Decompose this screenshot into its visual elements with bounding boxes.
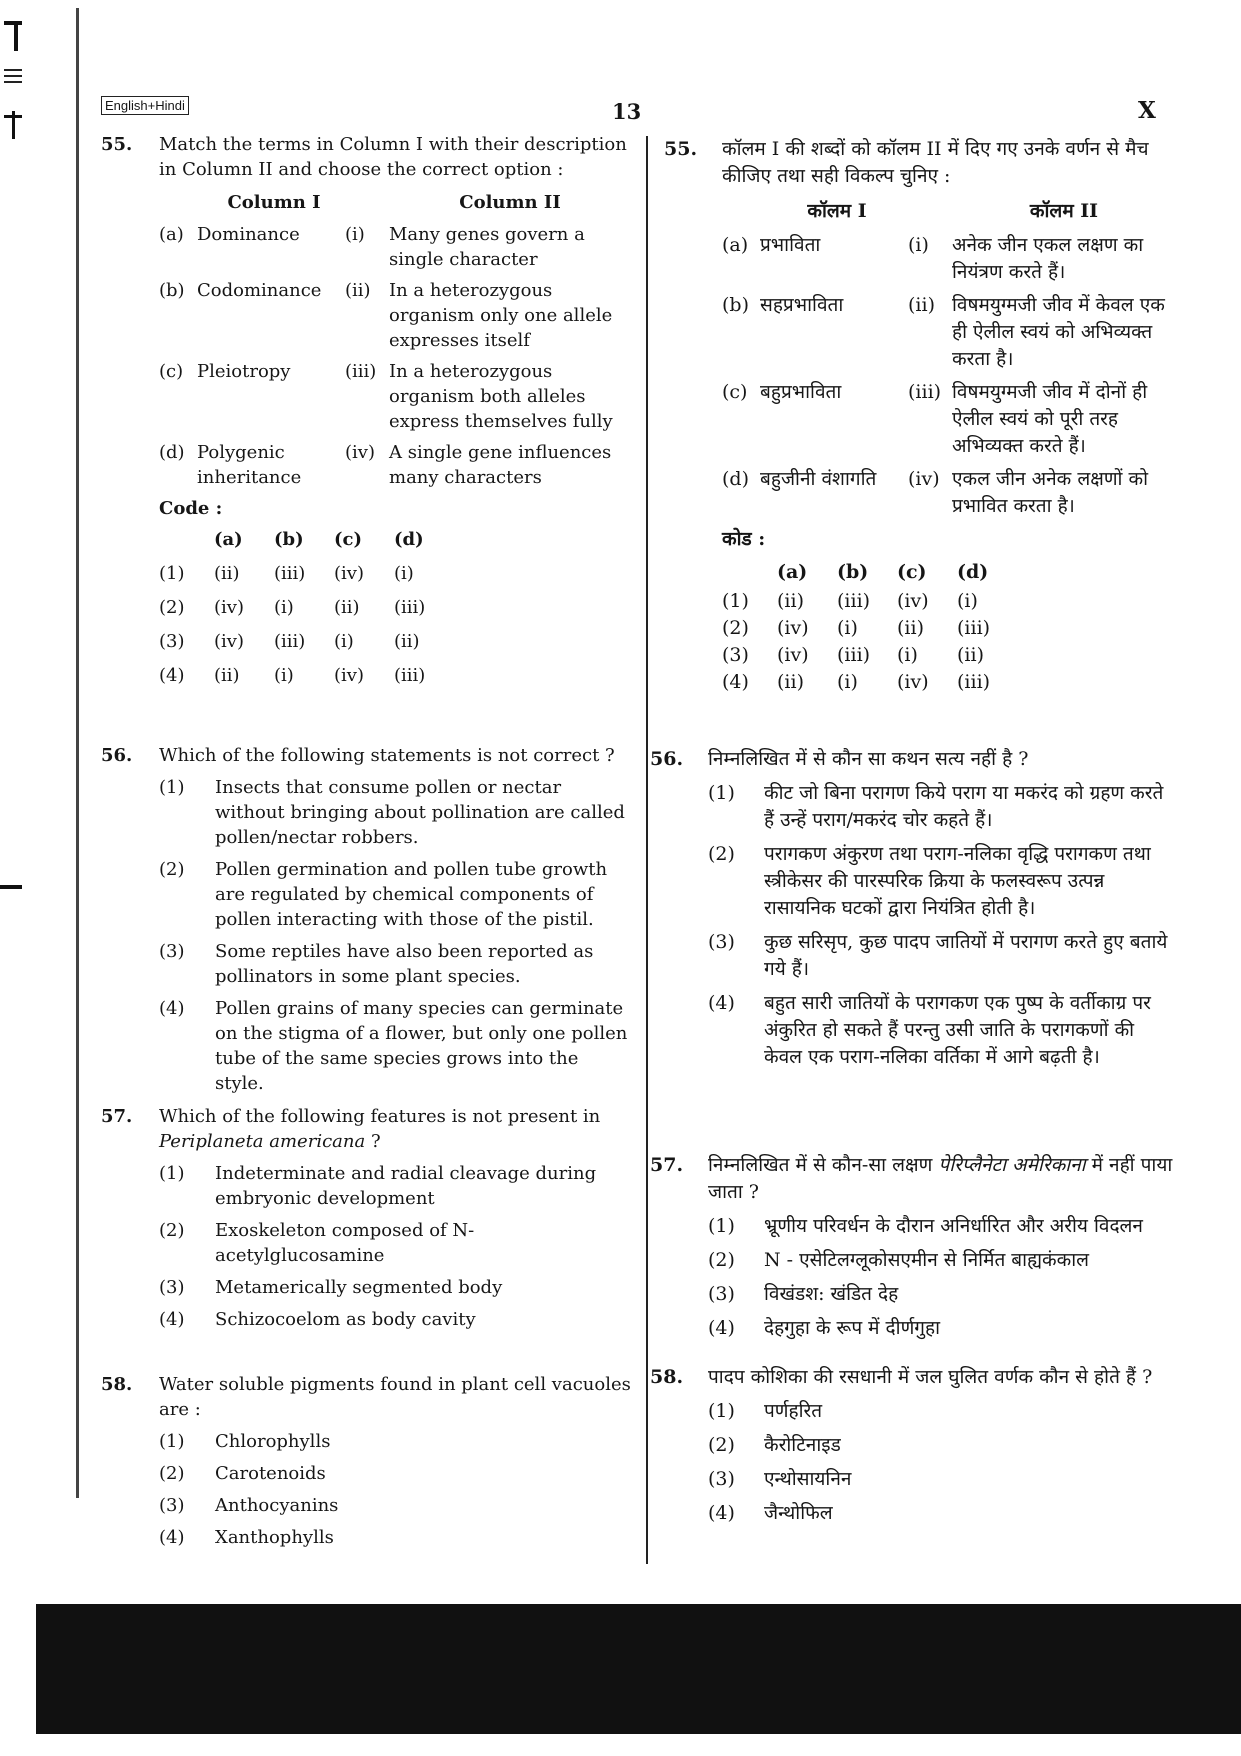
- option-text: Some reptiles have also been reported as pollinators in some plant species.: [215, 941, 594, 987]
- option[interactable]: [159, 1275, 631, 1300]
- row-label: (d): [722, 468, 749, 490]
- option-label: (2): [159, 859, 185, 880]
- question-57-en: [101, 1104, 631, 1332]
- code-cell: (ii): [214, 665, 240, 686]
- code-row: [722, 669, 1176, 696]
- row-label: (a): [159, 224, 184, 245]
- code-cell: (i): [897, 644, 918, 666]
- code-cell: (2): [722, 617, 749, 639]
- code-cell: (iii): [957, 671, 991, 693]
- question-number: 58.: [650, 1366, 684, 1388]
- species-name: Periplaneta americana: [159, 1131, 366, 1152]
- scan-bottom-band: [36, 1604, 1241, 1734]
- question-number: 55.: [101, 134, 133, 155]
- code-cell: (i): [394, 563, 414, 584]
- option-label: (2): [159, 1463, 185, 1484]
- binding-marks: [0, 15, 30, 155]
- code-cell: (ii): [394, 631, 420, 652]
- question-text: Match the terms in Column I with their description in Column II and choose the correct option :: [159, 134, 627, 180]
- match-table: [722, 198, 1176, 520]
- option-text: जैन्थोफिल: [764, 1502, 833, 1524]
- row-label: (a): [722, 234, 749, 256]
- option-label: (4): [708, 1317, 735, 1339]
- term: Dominance: [197, 224, 300, 245]
- question-text-part: में नहीं पाया जाता ?: [708, 1154, 1173, 1203]
- question-text-part: ?: [365, 1131, 381, 1152]
- code-cell: (iii): [394, 597, 426, 618]
- description: In a heterozygous organism both alleles express themselves fully: [389, 361, 613, 432]
- code-cell: (a): [777, 561, 808, 583]
- code-cell: (iv): [214, 597, 244, 618]
- scan-edge-line: [76, 8, 79, 1498]
- desc-label: (iv): [908, 468, 940, 490]
- code-row: [722, 588, 1176, 615]
- option[interactable]: [708, 1213, 1176, 1240]
- code-cell: (i): [274, 597, 294, 618]
- question-text: निम्नलिखित में से कौन सा कथन सत्य नहीं है ?: [708, 748, 1029, 770]
- option[interactable]: [159, 1429, 631, 1454]
- option[interactable]: [708, 841, 1176, 922]
- match-row: [159, 359, 631, 434]
- question-56-hi: [650, 746, 1176, 1071]
- option-label: (4): [708, 992, 735, 1014]
- question-text: [708, 1152, 1176, 1206]
- option-text: परागकण अंकुरण तथा पराग-नलिका वृद्धि परागकण तथा स्त्रीकेसर की पारस्परिक क्रिया के फलस्वरूप उत्पन्न रासायनिक घटकों द्वारा नियंत्रित होती है।: [764, 843, 1151, 919]
- code-cell: (3): [722, 644, 749, 666]
- option-text: कैरोटिनाइड: [764, 1434, 841, 1456]
- desc-label: (i): [345, 224, 365, 245]
- option-label: (3): [708, 1468, 735, 1490]
- description: विषमयुग्मजी जीव में दोनों ही ऐलील स्वयं को पूरी तरह अभिव्यक्त करते हैं।: [952, 381, 1148, 457]
- question-text: [159, 1104, 631, 1154]
- code-cell: (i): [957, 590, 978, 612]
- code-header-row: [159, 527, 631, 552]
- term: प्रभाविता: [760, 234, 821, 256]
- option-label: (3): [708, 1283, 735, 1305]
- term: बहुजीनी वंशागति: [760, 468, 877, 490]
- option[interactable]: [159, 1161, 631, 1211]
- question-56-en: [101, 743, 631, 1096]
- code-cell: (iv): [897, 590, 929, 612]
- code-cell: (iv): [334, 665, 364, 686]
- option[interactable]: [159, 996, 631, 1096]
- species-name: पेरिप्लैनेटा अमेरिकाना: [938, 1154, 1086, 1176]
- option-text: Pollen germination and pollen tube growth are regulated by chemical components of pollen interacting with those of the pistil.: [215, 859, 608, 930]
- option-text: एन्थोसायनिन: [764, 1468, 852, 1490]
- code-row: [159, 663, 631, 688]
- code-cell: (iv): [334, 563, 364, 584]
- option-label: (4): [159, 1309, 185, 1330]
- code-header-row: [722, 559, 1176, 586]
- code-row: [159, 629, 631, 654]
- option-text: Anthocyanins: [215, 1495, 339, 1516]
- code-cell: (iii): [274, 563, 306, 584]
- row-label: (d): [159, 442, 185, 463]
- option-text: N - एसेटिलग्लूकोसएमीन से निर्मित बाह्यकंकाल: [764, 1249, 1090, 1271]
- column-divider: [646, 136, 648, 1564]
- code-cell: (4): [722, 671, 749, 693]
- option[interactable]: [708, 929, 1176, 983]
- code-cell: (c): [897, 561, 927, 583]
- match-table: [159, 190, 631, 490]
- match-row: [722, 379, 1176, 460]
- desc-label: (i): [908, 234, 929, 256]
- option-text: Indeterminate and radial cleavage during embryonic development: [215, 1163, 597, 1209]
- code-cell: (ii): [334, 597, 360, 618]
- option-label: (2): [708, 1249, 735, 1271]
- code-cell: (iv): [897, 671, 929, 693]
- option[interactable]: [708, 990, 1176, 1071]
- match-row: [722, 292, 1176, 373]
- option[interactable]: [159, 857, 631, 932]
- page-number: 13: [612, 99, 642, 124]
- desc-label: (iv): [345, 442, 375, 463]
- column-2-heading: कॉलम II: [1029, 200, 1099, 222]
- desc-label: (iii): [908, 381, 942, 403]
- code-label: कोड :: [722, 528, 766, 550]
- option[interactable]: [708, 780, 1176, 834]
- option[interactable]: [159, 775, 631, 850]
- code-table: [159, 527, 631, 688]
- option[interactable]: [708, 1466, 1176, 1493]
- question-text: Water soluble pigments found in plant cell vacuoles are :: [159, 1374, 631, 1420]
- option[interactable]: [159, 1461, 631, 1486]
- code-cell: (i): [334, 631, 354, 652]
- option-text: कुछ सरिसृप, कुछ पादप जातियों में परागण करते हुए बताये गये हैं।: [764, 931, 1168, 980]
- code-cell: (iii): [957, 617, 991, 639]
- code-cell: (iii): [837, 644, 871, 666]
- code-cell: (ii): [777, 590, 804, 612]
- question-text: पादप कोशिका की रसधानी में जल घुलित वर्णक कौन से होते हैं ?: [708, 1366, 1153, 1388]
- option-label: (4): [159, 1527, 185, 1548]
- code-cell: (1): [722, 590, 749, 612]
- option-text: कीट जो बिना परागण किये पराग या मकरंद को ग्रहण करते हैं उन्हें पराग/मकरंद चोर कहते हैं।: [764, 782, 1164, 831]
- code-label: Code :: [159, 498, 223, 519]
- term: सहप्रभाविता: [760, 294, 844, 316]
- option-label: (4): [708, 1502, 735, 1524]
- match-row: [722, 232, 1176, 286]
- code-row: [722, 615, 1176, 642]
- code-cell: [722, 559, 777, 586]
- code-cell: [159, 527, 214, 552]
- description: A single gene influences many characters: [389, 442, 612, 488]
- code-cell: (iii): [394, 665, 426, 686]
- option-label: (1): [708, 1215, 735, 1237]
- question-number: 55.: [664, 138, 698, 160]
- code-cell: (d): [394, 529, 424, 550]
- code-cell: (b): [274, 529, 304, 550]
- question-number: 58.: [101, 1374, 133, 1395]
- code-row: [159, 561, 631, 586]
- question-55-hi: [664, 136, 1176, 696]
- option-label: (2): [159, 1220, 185, 1241]
- margin-dash: [0, 885, 22, 889]
- option-label: (4): [159, 998, 185, 1019]
- column-1-heading: कॉलम I: [807, 200, 867, 222]
- question-number: 57.: [101, 1106, 133, 1127]
- option-label: (3): [159, 1495, 185, 1516]
- code-row: [722, 642, 1176, 669]
- option-label: (3): [708, 931, 735, 953]
- code-cell: (iii): [274, 631, 306, 652]
- option[interactable]: [708, 1315, 1176, 1342]
- term: Polygenic inheritance: [197, 442, 302, 488]
- option[interactable]: [708, 1247, 1176, 1274]
- row-label: (c): [159, 361, 184, 382]
- row-label: (c): [722, 381, 748, 403]
- option[interactable]: [708, 1281, 1176, 1308]
- desc-label: (ii): [908, 294, 935, 316]
- option-label: (2): [708, 1434, 735, 1456]
- match-row: [159, 440, 631, 490]
- booklet-code: X: [1138, 97, 1156, 124]
- code-cell: (b): [837, 561, 869, 583]
- option-label: (1): [159, 1163, 185, 1184]
- option-text: भ्रूणीय परिवर्धन के दौरान अनिर्धारित और अरीय विदलन: [764, 1215, 1143, 1237]
- question-text-part: निम्नलिखित में से कौन-सा लक्षण: [708, 1154, 939, 1176]
- option-text: Exoskeleton composed of N-acetylglucosamine: [215, 1220, 475, 1266]
- question-58-en: [101, 1372, 631, 1550]
- question-text: Which of the following statements is not correct ?: [159, 745, 615, 766]
- column-2-heading: Column II: [459, 192, 561, 213]
- question-number: 56.: [101, 745, 133, 766]
- code-cell: (iv): [777, 644, 809, 666]
- code-cell: (i): [837, 617, 858, 639]
- match-row: [159, 222, 631, 272]
- option-label: (2): [708, 843, 735, 865]
- question-number: 57.: [650, 1154, 684, 1176]
- option-text: Insects that consume pollen or nectar without bringing about pollination are called pollen/nectar robbers.: [215, 777, 625, 848]
- option-text: Schizocoelom as body cavity: [215, 1309, 476, 1330]
- option-label: (1): [708, 782, 735, 804]
- description: विषमयुग्मजी जीव में केवल एक ही ऐलील स्वयं को अभिव्यक्त करता है।: [952, 294, 1165, 370]
- match-row: [159, 278, 631, 353]
- question-text-part: Which of the following features is not present in: [159, 1106, 601, 1127]
- code-cell: (ii): [897, 617, 924, 639]
- option-text: देहगुहा के रूप में दीर्णगुहा: [764, 1317, 941, 1339]
- option-text: Xanthophylls: [215, 1527, 334, 1548]
- code-cell: (i): [837, 671, 858, 693]
- option[interactable]: [159, 1218, 631, 1268]
- term: Codominance: [197, 280, 322, 301]
- option-label: (1): [159, 1431, 185, 1452]
- option-text: बहुत सारी जातियों के परागकण एक पुष्प के वर्तीकाग्र पर अंकुरित हो सकते हैं परन्तु उसी जाति के परागकणों की केवल एक पराग-नलिका वर्तिका में आगे बढ़ती है।: [764, 992, 1151, 1068]
- code-cell: (ii): [214, 563, 240, 584]
- code-table: [722, 559, 1176, 696]
- option[interactable]: [708, 1500, 1176, 1527]
- question-number: 56.: [650, 748, 684, 770]
- option[interactable]: [159, 1493, 631, 1518]
- desc-label: (iii): [345, 361, 377, 382]
- option-label: (3): [159, 941, 185, 962]
- code-cell: (iii): [837, 590, 871, 612]
- code-row: [159, 595, 631, 620]
- desc-label: (ii): [345, 280, 371, 301]
- code-cell: (a): [214, 529, 243, 550]
- column-1-heading: Column I: [227, 192, 321, 213]
- code-cell: (ii): [777, 671, 804, 693]
- option-label: (1): [708, 1400, 735, 1422]
- code-cell: (ii): [957, 644, 984, 666]
- code-cell: (i): [274, 665, 294, 686]
- row-label: (b): [722, 294, 749, 316]
- code-cell: (2): [159, 597, 185, 618]
- description: Many genes govern a single character: [389, 224, 585, 270]
- option[interactable]: [708, 1432, 1176, 1459]
- option[interactable]: [708, 1398, 1176, 1425]
- option-label: (1): [159, 777, 185, 798]
- term: Pleiotropy: [197, 361, 291, 382]
- option-text: Pollen grains of many species can germinate on the stigma of a flower, but only one pollen tube of the same species grows into the style.: [215, 998, 628, 1094]
- option-text: विखंडश: खंडित देह: [764, 1283, 899, 1305]
- code-cell: (iv): [777, 617, 809, 639]
- code-cell: (4): [159, 665, 185, 686]
- option[interactable]: [159, 1307, 631, 1332]
- language-tag: English+Hindi: [101, 96, 189, 115]
- row-label: (b): [159, 280, 185, 301]
- option-text: Chlorophylls: [215, 1431, 331, 1452]
- code-cell: (iv): [214, 631, 244, 652]
- code-cell: (d): [957, 561, 989, 583]
- question-58-hi: [650, 1364, 1176, 1527]
- description: In a heterozygous organism only one allele expresses itself: [389, 280, 613, 351]
- code-cell: (c): [334, 529, 362, 550]
- option-text: पर्णहरित: [764, 1400, 823, 1422]
- term: बहुप्रभाविता: [760, 381, 842, 403]
- option-text: Metamerically segmented body: [215, 1277, 503, 1298]
- description: अनेक जीन एकल लक्षण का नियंत्रण करते हैं।: [952, 234, 1144, 283]
- code-cell: (3): [159, 631, 185, 652]
- option[interactable]: [159, 939, 631, 989]
- option[interactable]: [159, 1525, 631, 1550]
- description: एकल जीन अनेक लक्षणों को प्रभावित करता है।: [952, 468, 1149, 517]
- match-row: [722, 466, 1176, 520]
- question-text: कॉलम I की शब्दों को कॉलम II में दिए गए उनके वर्णन से मैच कीजिए तथा सही विकल्प चुनिए :: [722, 138, 1149, 187]
- option-label: (3): [159, 1277, 185, 1298]
- option-text: Carotenoids: [215, 1463, 326, 1484]
- code-cell: (1): [159, 563, 185, 584]
- question-55-en: [101, 132, 631, 697]
- question-57-hi: [650, 1152, 1176, 1342]
